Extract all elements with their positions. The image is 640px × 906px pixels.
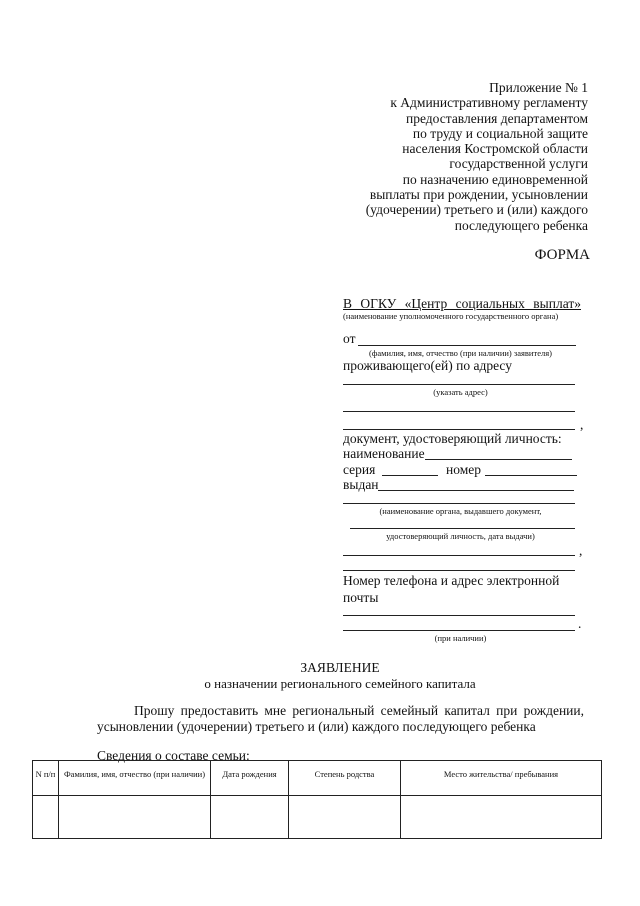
table-header-row [33,761,602,796]
family-caption: Сведения о составе семьи: [97,748,250,763]
phone-email-label-2: почты [343,590,379,605]
column-header-number: N п/п [33,761,59,796]
id-series-line[interactable] [382,475,438,476]
phone-email-line-2[interactable] [343,630,575,631]
statement-title: ЗАЯВЛЕНИЕ [300,660,380,675]
id-document-label: документ, удостоверяющий личность: [343,431,562,446]
cell-birth-date[interactable] [211,796,289,839]
form-label: ФОРМА [534,247,590,263]
applicant-name-hint: (фамилия, имя, отчество (при наличии) заявителя) [369,348,552,358]
appendix-line: Приложение № 1 [489,80,588,95]
table-row [33,796,602,839]
address-hint: (указать адрес) [433,387,488,397]
id-issued-line-2[interactable] [343,503,575,504]
phone-email-period: . [578,616,582,631]
address-line-1[interactable] [343,384,575,385]
residing-label: проживающего(ей) по адресу [343,358,512,373]
id-issued-hint-2: удостоверяющий личность, дата выдачи) [386,531,535,541]
address-line-2[interactable] [343,411,575,412]
column-header-full-name: Фамилия, имя, отчество (при наличии) [59,761,211,796]
addressee-organization-hint: (наименование уполномоченного государственного органа) [343,311,559,321]
cell-full-name[interactable] [59,796,211,839]
appendix-line: выплаты при рождении, усыновлении [369,187,588,203]
appendix-line: (удочерении) третьего и (или) каждого [365,202,588,218]
appendix-line: к Административному регламенту [390,95,588,111]
id-issued-label: выдан [343,477,379,492]
address-line-3[interactable] [343,429,575,430]
from-label: от [343,331,356,346]
phone-email-label-1: Номер телефона и адрес электронной [343,573,560,588]
statement-body-line-2: усыновлении (удочерении) третьего и (или) каждого последующего ребенка [97,719,536,734]
addressee-organization: В ОГКУ «Центр социальных выплат» [343,296,581,311]
column-header-relationship: Степень родства [289,761,401,796]
appendix-line: населения Костромской области [402,141,588,157]
cell-relationship[interactable] [289,796,401,839]
id-issued-line-3[interactable] [350,528,575,529]
appendix-line: государственной услуги [449,156,588,172]
id-number-label: номер [446,462,482,477]
id-comma: , [579,543,583,558]
phone-email-line-1[interactable] [343,615,575,616]
id-issued-line[interactable] [378,490,574,491]
id-issued-line-4[interactable] [343,555,575,556]
id-name-label: наименование [343,446,425,461]
appendix-line: по назначению единовременной [402,171,588,187]
address-comma: , [580,417,584,432]
phone-email-hint: (при наличии) [434,633,487,643]
appendix-header [308,80,588,233]
appendix-line: последующего ребенка [454,217,588,233]
statement-body-line-1: Прошу предоставить мне региональный семейный капитал при рождении, [134,703,584,718]
cell-residence[interactable] [401,796,602,839]
family-composition-table [32,760,602,839]
appendix-line: по труду и социальной защите [412,125,588,141]
appendix-line: предоставления департаментом [406,110,588,126]
column-header-residence: Место жительства/ пребывания [401,761,602,796]
id-number-line[interactable] [485,475,577,476]
cell-number[interactable] [33,796,59,839]
id-issued-hint-1: (наименование органа, выдавшего документ, [379,506,542,516]
id-series-label: серия [343,462,376,477]
applicant-name-line[interactable] [358,345,576,346]
id-name-line[interactable] [425,459,572,460]
id-issued-line-5[interactable] [343,570,575,571]
statement-subtitle: о назначении регионального семейного капитала [204,676,476,691]
column-header-birth-date: Дата рождения [211,761,289,796]
